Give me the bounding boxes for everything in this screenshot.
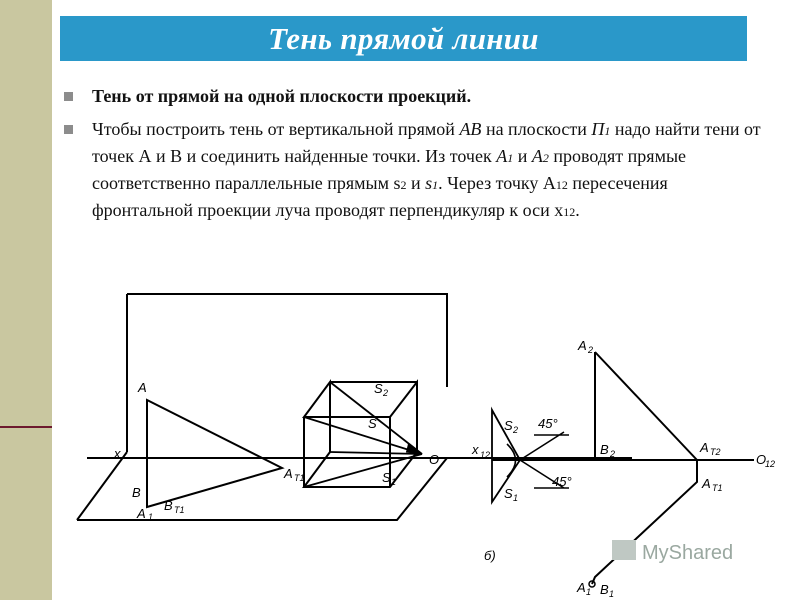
drawing-figure: [72, 292, 774, 600]
svg-text:2: 2: [513, 425, 519, 435]
label-B: B: [132, 485, 141, 500]
svg-text:1: 1: [148, 512, 154, 522]
arrow-head: [406, 444, 422, 454]
svg-text:T1: T1: [174, 505, 185, 515]
label-O: O: [429, 452, 440, 467]
svg-text:12: 12: [480, 450, 491, 460]
label-x: x: [114, 446, 121, 461]
svg-text:1: 1: [609, 589, 615, 599]
horizontal-projection: [592, 460, 697, 584]
left-decor-line: [0, 426, 52, 428]
frontal-plane: [127, 294, 447, 452]
label-A2: A: [578, 338, 587, 353]
bullet-text: Чтобы построить тень от вертикальной прямой АВ на плоскости П1 надо найти тени от точек А и В и соединить найденные точки. Из точек А1 и А2 проводят прямые соответственно параллельные прямым s2 и s1. Через точку А12 пересечения фронтальной проекции луча проводят перпендикуляр к оси х12.: [92, 119, 761, 220]
label-S: S: [368, 416, 377, 431]
label-B2: B: [600, 442, 609, 457]
label-A1: A: [137, 506, 146, 521]
slide-title: Тень прямой линии: [268, 20, 539, 56]
svg-text:1: 1: [513, 493, 519, 503]
label-s2: S: [504, 418, 513, 433]
svg-text:2: 2: [610, 449, 616, 459]
bullet-item-heading: [64, 84, 764, 109]
label-BT1: B: [164, 498, 173, 513]
svg-text:12: 12: [765, 459, 776, 469]
svg-text:1: 1: [586, 587, 592, 597]
label-AT2: A: [700, 440, 709, 455]
svg-text:2: 2: [588, 345, 594, 355]
svg-text:1: 1: [391, 477, 397, 487]
svg-text:T1: T1: [712, 483, 723, 493]
label-AT1-right: A: [702, 476, 711, 491]
label-O12: O: [756, 452, 767, 467]
label-s1: S: [504, 486, 513, 501]
label-x12: x: [472, 442, 479, 457]
bullet-square-icon: [64, 125, 73, 134]
bullet-square-icon: [64, 92, 73, 101]
shadow-triangle: [147, 400, 282, 507]
label-45-bottom: 45°: [552, 474, 572, 489]
label-45-top: 45°: [538, 416, 558, 431]
title-bar: [60, 16, 747, 61]
left-decor-bar: [0, 0, 52, 600]
frontal-projection: [595, 352, 697, 460]
watermark-icon: [612, 540, 636, 560]
svg-text:2: 2: [383, 388, 389, 398]
label-AT1: A: [284, 466, 293, 481]
bullet-item-description: [64, 117, 764, 225]
svg-text:T1: T1: [294, 473, 305, 483]
label-A1-right: A: [577, 580, 586, 595]
label-B1-right: B: [600, 582, 609, 597]
label-b: б): [484, 548, 496, 563]
svg-text:T2: T2: [710, 447, 721, 457]
label-S2: S: [374, 381, 383, 396]
bullet-text: Тень от прямой на одной плоскости проекций.: [92, 86, 472, 106]
projection-drawing: [72, 292, 774, 600]
watermark-text: MyShared: [642, 542, 734, 564]
bullet-list: [64, 84, 764, 225]
label-S1: S: [382, 470, 391, 485]
label-A: A: [138, 380, 147, 395]
